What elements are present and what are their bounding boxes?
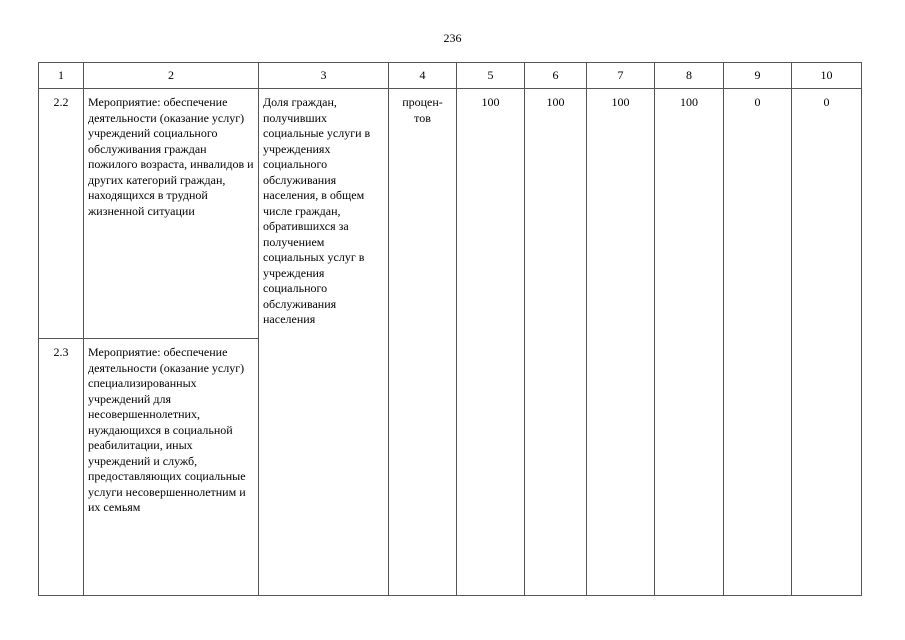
value-cell: 100 [587,89,655,596]
value-cell: 0 [792,89,862,596]
unit-label-line2: тов [414,110,431,125]
value-cell: 0 [724,89,792,596]
event-description: Мероприятие: обеспечение деятельности (оказание услуг) специализированных учреждений для несовершеннолетних, нуждающихся в социальной реабилитации, иных учреждений и служб, предоставляющих социальные услуги несовершеннолетним и их семьям [84,339,259,596]
column-header: 3 [259,63,389,89]
value-cell: 100 [655,89,724,596]
indicators-table [38,62,862,596]
column-header: 2 [84,63,259,89]
unit-label-line1: процен- [402,95,443,109]
column-header: 10 [792,63,862,89]
column-header: 1 [39,63,84,89]
page-number: 236 [443,31,462,45]
column-header: 4 [389,63,457,89]
column-header: 8 [655,63,724,89]
value-cell: 100 [457,89,525,596]
table-row [39,89,862,339]
unit-cell [389,89,457,596]
column-number-row [39,63,862,89]
column-header: 9 [724,63,792,89]
column-header: 5 [457,63,525,89]
row-number: 2.3 [39,339,84,596]
indicator-description: Доля граждан, получивших социальные услуги в учреждениях социального обслуживания населения, в общем числе граждан, обратившихся за получением социальных услуг в учреждения социального обслуживания населения [259,89,389,596]
column-header: 6 [525,63,587,89]
value-cell: 100 [525,89,587,596]
row-number: 2.2 [39,89,84,339]
column-header: 7 [587,63,655,89]
event-description: Мероприятие: обеспечение деятельности (оказание услуг) учреждений социального обслуживания граждан пожилого возраста, инвалидов и других категорий граждан, находящихся в трудной жизненной ситуации [84,89,259,339]
